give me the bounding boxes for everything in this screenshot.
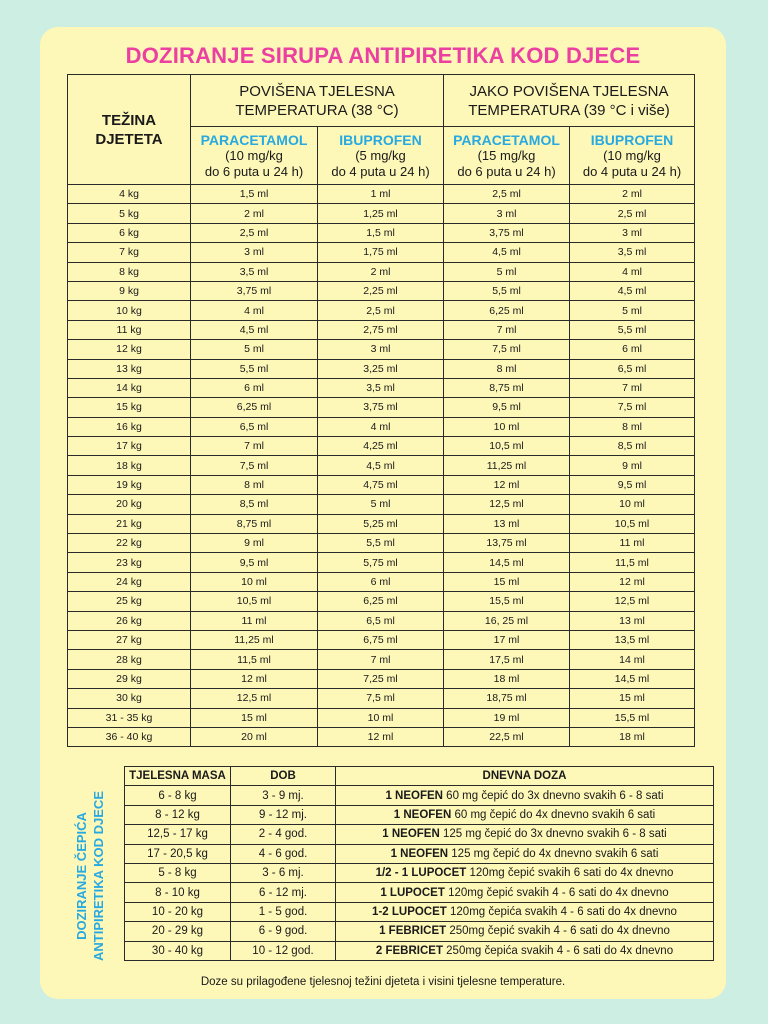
weight-cell: 31 - 35 kg [68,708,191,727]
dose-cell: 13,5 ml [570,630,695,649]
dose-cell: 9 ml [570,456,695,475]
dose-cell: 7,5 ml [570,398,695,417]
suppository-drug-name: 1 NEOFEN [385,789,443,802]
dose-cell: 6,5 ml [570,359,695,378]
weight-cell: 18 kg [68,456,191,475]
table-row [125,825,714,844]
dose-cell: 2 ml [191,204,318,223]
weight-cell: 25 kg [68,592,191,611]
dose-cell: 4,25 ml [318,437,444,456]
dose-cell: 6,75 ml [318,630,444,649]
table-row [68,204,695,223]
weight-cell: 29 kg [68,669,191,688]
dose-cell: 11 ml [570,534,695,553]
dose-cell: 13 ml [444,514,570,533]
dose-cell: 10 ml [570,495,695,514]
table-row [125,786,714,805]
weight-cell: 13 kg [68,359,191,378]
suppository-dose-text: 120mg čepić svakih 4 - 6 sati do 4x dnevno [444,886,669,899]
dose-cell: 13,75 ml [444,534,570,553]
dose-cell: 20 ml [191,727,318,746]
table-row [68,727,695,746]
dose-cell: 7 ml [570,378,695,397]
dose-cell: 18 ml [570,727,695,746]
body-mass-cell: 12,5 - 17 kg [125,825,231,844]
dose-cell: 10,5 ml [444,437,570,456]
body-mass-cell: 20 - 29 kg [125,922,231,941]
dose-cell: 9,5 ml [444,398,570,417]
daily-dose-cell [336,786,714,805]
age-cell: 3 - 6 mj. [231,863,336,882]
table-row [125,922,714,941]
suppository-drug-name: 1-2 LUPOCET [372,905,447,918]
dose-cell: 8,75 ml [191,514,318,533]
dose-cell: 9 ml [191,534,318,553]
drug-column-header [191,127,318,185]
weight-cell: 20 kg [68,495,191,514]
header-age: DOB [231,767,336,786]
dose-cell: 7,5 ml [444,340,570,359]
dose-cell: 12 ml [318,727,444,746]
weight-cell: 30 kg [68,689,191,708]
page-title: DOZIRANJE SIRUPA ANTIPIRETIKA KOD DJECE [125,43,641,68]
weight-header-line1: TEŽINA [101,111,157,129]
weight-cell: 22 kg [68,534,191,553]
weight-cell: 23 kg [68,553,191,572]
dose-cell: 3 ml [570,223,695,242]
table-row [125,883,714,902]
dose-cell: 14 ml [570,650,695,669]
table-row [125,805,714,824]
dose-cell: 6 ml [570,340,695,359]
dose-cell: 7 ml [191,437,318,456]
body-mass-cell: 6 - 8 kg [125,786,231,805]
daily-dose-cell [336,883,714,902]
dose-cell: 5,25 ml [318,514,444,533]
dose-cell: 8 ml [570,417,695,436]
dose-cell: 1,5 ml [318,223,444,242]
dose-cell: 6,5 ml [191,417,318,436]
weight-cell: 12 kg [68,340,191,359]
table-row [68,495,695,514]
dose-cell: 15,5 ml [570,708,695,727]
dose-cell: 5 ml [191,340,318,359]
weight-cell: 24 kg [68,572,191,591]
dose-cell: 1,25 ml [318,204,444,223]
dose-cell: 14,5 ml [444,553,570,572]
drug-header-name: PARACETAMOL [200,131,308,148]
dose-cell: 8,75 ml [444,378,570,397]
dose-cell: 12 ml [191,669,318,688]
group1-line2: TEMPERATURA (38 °C) [235,101,399,119]
body-mass-cell: 5 - 8 kg [125,863,231,882]
dose-cell: 6,25 ml [191,398,318,417]
dose-cell: 12,5 ml [191,689,318,708]
table-row [68,475,695,494]
dose-cell: 17,5 ml [444,650,570,669]
table-row [68,592,695,611]
weight-cell: 14 kg [68,378,191,397]
dose-cell: 22,5 ml [444,727,570,746]
table-row [68,514,695,533]
table-row [125,844,714,863]
dose-cell: 9,5 ml [570,475,695,494]
suppository-dose-text: 125 mg čepić do 4x dnevno svakih 6 sati [448,847,659,860]
dose-cell: 2 ml [318,262,444,281]
dose-cell: 1,5 ml [191,185,318,204]
table-row [68,708,695,727]
weight-cell: 26 kg [68,611,191,630]
suppository-dosage-table [124,766,714,961]
table-row [68,243,695,262]
weight-cell: 27 kg [68,630,191,649]
suppository-dose-text: 120mg čepić svakih 6 sati do 4x dnevno [466,867,674,880]
table-row [68,669,695,688]
header-daily-dose: DNEVNA DOZA [336,767,714,786]
dose-cell: 4,75 ml [318,475,444,494]
table-row [68,281,695,300]
table-row [68,301,695,320]
age-cell: 6 - 9 god. [231,922,336,941]
weight-cell: 7 kg [68,243,191,262]
dose-cell: 12 ml [570,572,695,591]
dose-cell: 6,25 ml [444,301,570,320]
dose-cell: 4 ml [318,417,444,436]
dose-cell: 8 ml [191,475,318,494]
dose-cell: 2,25 ml [318,281,444,300]
daily-dose-cell [336,941,714,960]
dose-cell: 2,5 ml [570,204,695,223]
suppository-dose-text: 60 mg čepić do 4x dnevno svakih 6 sati [451,808,656,821]
suppository-drug-name: 1/2 - 1 LUPOCET [375,867,467,880]
table-row [68,611,695,630]
dose-cell: 3 ml [191,243,318,262]
weight-cell: 10 kg [68,301,191,320]
elevated-temp-group-header [191,75,444,127]
age-cell: 6 - 12 mj. [231,883,336,902]
weight-column-header [68,75,191,185]
dose-cell: 18,75 ml [444,689,570,708]
age-cell: 9 - 12 mj. [231,805,336,824]
weight-cell: 16 kg [68,417,191,436]
drug-header-dose: (10 mg/kg [603,147,661,163]
drug-header-freq: do 4 puta u 24 h) [331,163,430,179]
table-row [68,689,695,708]
body-mass-cell: 17 - 20,5 kg [125,844,231,863]
age-cell: 3 - 9 mj. [231,786,336,805]
dose-cell: 9,5 ml [191,553,318,572]
weight-cell: 4 kg [68,185,191,204]
weight-cell: 36 - 40 kg [68,727,191,746]
suppository-side-label [58,765,122,987]
drug-header-name: IBUPROFEN [590,131,674,148]
drug-header-freq: do 6 puta u 24 h) [204,163,304,179]
dose-cell: 15 ml [191,708,318,727]
suppository-dose-text: 250mg čepića svakih 4 - 6 sati do 4x dnevno [442,944,674,957]
dose-cell: 7,25 ml [318,669,444,688]
dose-cell: 6 ml [191,378,318,397]
dose-cell: 3,75 ml [444,223,570,242]
dose-cell: 12,5 ml [570,592,695,611]
age-cell: 2 - 4 god. [231,825,336,844]
drug-header-freq: do 4 puta u 24 h) [582,163,682,179]
weight-cell: 9 kg [68,281,191,300]
drug-header-name: PARACETAMOL [453,131,560,148]
weight-cell: 6 kg [68,223,191,242]
dose-cell: 1,75 ml [318,243,444,262]
dose-cell: 7,5 ml [318,689,444,708]
table-row [68,650,695,669]
suppository-drug-name: 1 FEBRICET [379,925,447,938]
dose-cell: 15 ml [570,689,695,708]
dose-cell: 5 ml [444,262,570,281]
dose-cell: 4,5 ml [191,320,318,339]
dose-cell: 2,5 ml [191,223,318,242]
drug-header-dose: (10 mg/kg [225,147,283,163]
table-row [68,378,695,397]
suppository-drug-name: 2 FEBRICET [375,944,443,957]
dose-cell: 5 ml [318,495,444,514]
table-row [125,863,714,882]
table-row [68,320,695,339]
daily-dose-cell [336,902,714,921]
dose-cell: 11,5 ml [570,553,695,572]
dose-cell: 12 ml [444,475,570,494]
dose-cell: 3,75 ml [318,398,444,417]
table-row [68,534,695,553]
dose-cell: 12,5 ml [444,495,570,514]
dose-cell: 4,5 ml [444,243,570,262]
suppository-dose-text: 125 mg čepić do 3x dnevno svakih 6 - 8 sati [439,828,667,841]
table-row [68,572,695,591]
group1-line1: POVIŠENA TJELESNA [239,82,395,100]
header-body-mass: TJELESNA MASA [125,767,231,786]
table-row [68,398,695,417]
dose-cell: 5,5 ml [444,281,570,300]
suppository-dose-text: 120mg čepića svakih 4 - 6 sati do 4x dnevno [446,905,677,918]
suppository-dose-text: 60 mg čepić do 3x dnevno svakih 6 - 8 sati [442,789,664,802]
suppository-drug-name: 1 NEOFEN [390,847,449,860]
dose-cell: 3 ml [444,204,570,223]
syrup-dosage-table [67,74,695,747]
dose-cell: 3,5 ml [318,378,444,397]
side-label-line2: ANTIPIRETIKA KOD DJECE [91,791,107,961]
dose-cell: 11,25 ml [191,630,318,649]
footnote: Doze su prilagođene tjelesnoj težini djeteta i visini tjelesne temperature. [200,976,566,988]
drug-header-name: IBUPROFEN [339,131,422,148]
suppository-drug-name: 1 NEOFEN [393,808,452,821]
dose-cell: 14,5 ml [570,669,695,688]
dose-cell: 10 ml [318,708,444,727]
table-row [68,223,695,242]
dose-cell: 10 ml [444,417,570,436]
dose-cell: 17 ml [444,630,570,649]
daily-dose-cell [336,825,714,844]
table-row [68,456,695,475]
dose-cell: 5,75 ml [318,553,444,572]
dose-cell: 5,5 ml [318,534,444,553]
table-row [68,417,695,436]
dose-cell: 8 ml [444,359,570,378]
dose-cell: 11,25 ml [444,456,570,475]
table-row [68,437,695,456]
age-cell: 4 - 6 god. [231,844,336,863]
dose-cell: 7,5 ml [191,456,318,475]
dose-cell: 11,5 ml [191,650,318,669]
suppository-drug-name: 1 NEOFEN [382,828,440,841]
side-label-line1: DOZIRANJE ČEPIĆA [74,812,90,940]
suppository-drug-name: 1 LUPOCET [380,886,445,899]
dose-cell: 2,75 ml [318,320,444,339]
drug-column-header [444,127,570,185]
weight-cell: 11 kg [68,320,191,339]
dose-cell: 10 ml [191,572,318,591]
dose-cell: 15 ml [444,572,570,591]
drug-header-freq: do 6 puta u 24 h) [457,163,556,179]
drug-column-header [318,127,444,185]
dose-cell: 4,5 ml [570,281,695,300]
dose-cell: 3,75 ml [191,281,318,300]
weight-cell: 28 kg [68,650,191,669]
weight-cell: 15 kg [68,398,191,417]
table-row [68,630,695,649]
dose-cell: 7 ml [318,650,444,669]
dose-cell: 10,5 ml [191,592,318,611]
dose-cell: 2,5 ml [444,185,570,204]
table-row [68,359,695,378]
weight-header-line2: DJETETA [95,130,163,148]
dose-cell: 19 ml [444,708,570,727]
dose-cell: 15,5 ml [444,592,570,611]
dose-cell: 8,5 ml [570,437,695,456]
body-mass-cell: 8 - 10 kg [125,883,231,902]
high-temp-group-header [444,75,695,127]
dose-cell: 4 ml [570,262,695,281]
weight-cell: 8 kg [68,262,191,281]
dose-cell: 2 ml [570,185,695,204]
table-row [68,340,695,359]
dose-cell: 3,5 ml [191,262,318,281]
dose-cell: 3,5 ml [570,243,695,262]
dose-cell: 13 ml [570,611,695,630]
daily-dose-cell [336,922,714,941]
age-cell: 1 - 5 god. [231,902,336,921]
drug-header-dose: (15 mg/kg [477,147,536,163]
dose-cell: 5,5 ml [570,320,695,339]
dose-cell: 18 ml [444,669,570,688]
drug-header-dose: (5 mg/kg [355,147,406,163]
table-row [125,941,714,960]
dose-cell: 6,5 ml [318,611,444,630]
dose-cell: 5,5 ml [191,359,318,378]
dose-cell: 6,25 ml [318,592,444,611]
dose-cell: 10,5 ml [570,514,695,533]
dose-cell: 1 ml [318,185,444,204]
body-mass-cell: 10 - 20 kg [125,902,231,921]
dose-cell: 8,5 ml [191,495,318,514]
group2-line2: TEMPERATURA (39 °C i više) [468,101,670,119]
dose-cell: 6 ml [318,572,444,591]
dose-cell: 4 ml [191,301,318,320]
dose-cell: 5 ml [570,301,695,320]
suppository-dose-text: 250mg čepić svakih 4 - 6 sati do 4x dnevno [446,925,670,938]
group2-line1: JAKO POVIŠENA TJELESNA [469,82,669,100]
daily-dose-cell [336,863,714,882]
body-mass-cell: 8 - 12 kg [125,805,231,824]
table-row [68,553,695,572]
dose-cell: 3 ml [318,340,444,359]
weight-cell: 19 kg [68,475,191,494]
age-cell: 10 - 12 god. [231,941,336,960]
dosage-card [40,27,726,999]
daily-dose-cell [336,805,714,824]
weight-cell: 5 kg [68,204,191,223]
dose-cell: 2,5 ml [318,301,444,320]
dose-cell: 3,25 ml [318,359,444,378]
dose-cell: 7 ml [444,320,570,339]
daily-dose-cell [336,844,714,863]
table-row [68,262,695,281]
dose-cell: 4,5 ml [318,456,444,475]
dose-cell: 11 ml [191,611,318,630]
table-row [125,902,714,921]
body-mass-cell: 30 - 40 kg [125,941,231,960]
weight-cell: 21 kg [68,514,191,533]
table-row [68,185,695,204]
dose-cell: 16, 25 ml [444,611,570,630]
weight-cell: 17 kg [68,437,191,456]
drug-column-header [570,127,695,185]
